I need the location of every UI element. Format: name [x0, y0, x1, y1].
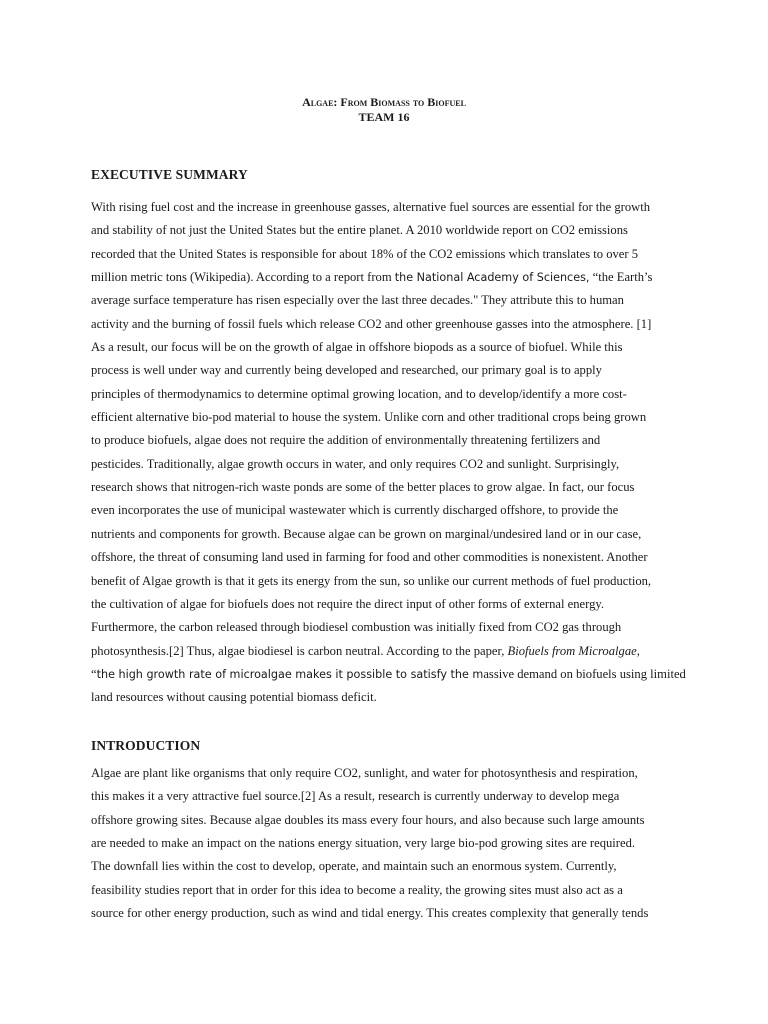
sans-text-run: the high growth rate of microalgae makes it possible to satisfy the m: [96, 667, 484, 681]
title-team: TEAM 16: [358, 110, 410, 124]
paragraph-line: [91, 266, 681, 289]
paragraph-line: Algae are plant like organisms that only require CO2, sunlight, and water for photosynthesis and respiration,: [91, 766, 638, 780]
paragraph-line: principles of thermodynamics to determine optimal growing location, and to develop/identify a more cost-: [91, 386, 627, 401]
executive-summary-paragraph: [91, 196, 686, 710]
paragraph-line: activity and the burning of fossil fuels which release CO2 and other greenhouse gasses into the atmosphere. [1]: [91, 316, 652, 331]
paragraph-line: With rising fuel cost and the increase in greenhouse gasses, alternative fuel sources are essential for the growth: [91, 200, 651, 214]
paragraph-line: nutrients and components for growth. Because algae can be grown on marginal/undesired land or in our case,: [91, 526, 642, 541]
title-main: Algae: From Biomass to Biofuel: [302, 95, 466, 109]
paragraph-line: process is well under way and currently being developed and researched, our primary goal is to apply: [91, 363, 602, 378]
line-segment: million metric tons (Wikipedia). According to a report from: [91, 270, 395, 285]
section-heading-executive-summary: EXECUTIVE SUMMARY: [91, 167, 248, 182]
paragraph-line: As a result, our focus will be on the growth of algae in offshore biopods as a source of biofuel. While this: [91, 340, 623, 355]
introduction-paragraph: [91, 762, 681, 925]
section-heading-introduction: INTRODUCTION: [91, 738, 201, 753]
paper-title-italic: Biofuels from Microalgae,: [507, 643, 640, 658]
paragraph-line: [91, 663, 686, 686]
paragraph-line: offshore, the threat of consuming land used in farming for food and other commodities is nonexistent. Another: [91, 550, 648, 565]
paragraph-line: pesticides. Traditionally, algae growth occurs in water, and only requires CO2 and sunlight. Surprisingly,: [91, 456, 620, 471]
paragraph-line: feasibility studies report that in order for this idea to become a reality, the growing sites must also act as a: [91, 882, 623, 897]
paragraph-line: are needed to make an impact on the nations energy situation, very large bio-pod growing sites are required.: [91, 836, 636, 851]
line-segment: photosynthesis.[2] Thus, algae biodiesel is carbon neutral. According to the paper,: [91, 643, 508, 658]
paragraph-line: average surface temperature has risen especially over the last three decades." They attribute this to human: [91, 293, 624, 308]
paragraph-line: to produce biofuels, algae does not require the addition of environmentally threatening fertilizers and: [91, 433, 601, 448]
line-segment: assive demand on biofuels using limited: [483, 666, 686, 681]
paragraph-line: and stability of not just the United States but the entire planet. A 2010 worldwide report on CO2 emissions: [91, 223, 628, 238]
paragraph-line: the cultivation of algae for biofuels does not require the direct input of other forms of external energy.: [91, 596, 605, 611]
paragraph-line: efficient alternative bio-pod material to house the system. Unlike corn and other traditional crops being grown: [91, 410, 647, 425]
line-segment: “the Earth’s: [589, 270, 653, 285]
paragraph-line: offshore growing sites. Because algae doubles its mass every four hours, and also because such large amounts: [91, 812, 645, 827]
paragraph-line: recorded that the United States is responsible for about 18% of the CO2 emissions which translates to over 5: [91, 246, 639, 261]
paragraph-line: [91, 640, 681, 663]
paragraph-line: source for other energy production, such as wind and tidal energy. This creates complexity that generally tends: [91, 906, 649, 921]
paragraph-line: this makes it a very attractive fuel source.[2] As a result, research is currently underway to develop mega: [91, 789, 620, 804]
paragraph-line: Furthermore, the carbon released through biodiesel combustion was initially fixed from CO2 gas through: [91, 620, 622, 635]
paragraph-line: The downfall lies within the cost to develop, operate, and maintain such an enormous system. Currently,: [91, 859, 617, 874]
sans-text-run: the National Academy of Sciences,: [394, 271, 590, 285]
line-segment: “: [91, 666, 97, 681]
paragraph-line: land resources without causing potential biomass deficit.: [91, 690, 377, 705]
paragraph-line: research shows that nitrogen-rich waste ponds are some of the better places to grow algae. In fact, our focus: [91, 480, 635, 495]
paragraph-line: even incorporates the use of municipal wastewater which is currently discharged offshore, to provide the: [91, 503, 619, 518]
document-title: [0, 95, 768, 125]
paragraph-line: benefit of Algae growth is that it gets its energy from the sun, so unlike our current methods of fuel production,: [91, 573, 652, 588]
